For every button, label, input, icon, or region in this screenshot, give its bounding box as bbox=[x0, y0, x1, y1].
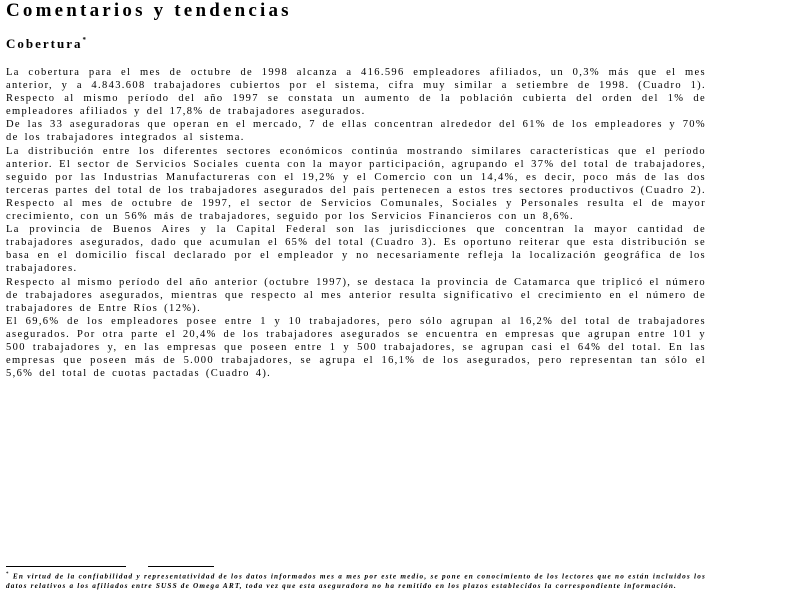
paragraph-provinces: La provincia de Buenos Aires y la Capital Federal son las jurisdicciones que concentran la mayor cantidad de trabajadores asegurados, dado que acumulan el 65% del total (Cuadro 3). Es oportuno reiterar que esta distribución se basa en el domicilio fiscal declarado por el empleador y no necesariamente refleja la localización geográfica de los trabajadores. bbox=[6, 224, 706, 275]
section-heading-text: Cobertura bbox=[6, 36, 83, 51]
footnote-note-marker: * bbox=[6, 572, 10, 577]
footnote-divider-short bbox=[148, 566, 214, 567]
paragraph-sectors: La distribución entre los diferentes sectores económicos continúa mostrando similares características que el período anterior. El sector de Servicios Sociales cuenta con la mayor participación, agrupando el 37% del total de trabajadores, seguido por las Industrias Manufactureras con el 19,2% y el Comercio con un 14,4%, es decir, poco más de las dos terceras partes del total de los trabajadores asegurados del país pertenecen a estos tres sectores productivos (Cuadro 2). Respecto al mes de octubre de 1997, el sector de Servicios Comunales, Sociales y Personales resulta el de mayor crecimiento, con un 56% más de trabajadores, seguido por los Servicios Financieros con un 8,6%. bbox=[6, 145, 706, 223]
footnote-marker: * bbox=[82, 36, 86, 44]
paragraph-comparison: Respecto al mismo período del año anterior (octubre 1997), se destaca la provincia de Catamarca que triplicó el número de trabajadores asegurados, mientras que respecto al mes anterior resulta significativo el crecimiento en el número de trabajadores de Entre Ríos (12%). bbox=[6, 276, 706, 314]
page-title: Comentarios y tendencias bbox=[6, 0, 292, 21]
footnote-text: En virtud de la confiabilidad y representatividad de los datos informados mes a mes por este medio, se pone en conocimiento de los lectores que no están incluidos los datos relativos a los afiliados entre SUSS de Omega ART, toda vez que esta aseguradora no ha remitido en los plazos establecidos la correspondiente información. bbox=[6, 572, 706, 590]
paragraph-company-size: El 69,6% de los empleadores posee entre 1 y 10 trabajadores, pero sólo agrupan al 16,2% del total de trabajadores asegurados. Por otra parte el 20,4% de los trabajadores asegurados se encuentra en empresas que agrupan entre 101 y 500 trabajadores y, en las empresas que poseen entre 1 y 500 trabajadores, se agrupan casi el 64% del total. En las empresas que poseen más de 5.000 trabajadores, se agrupa el 16,1% de los asegurados, pero representan tan sólo el 5,6% del total de cuotas pactadas (Cuadro 4). bbox=[6, 315, 706, 380]
paragraph-insurers: De las 33 aseguradoras que operan en el mercado, 7 de ellas concentran alrededor del 61% de los empleadores y 70% de los trabajadores integrados al sistema. bbox=[6, 119, 706, 144]
footnote bbox=[6, 570, 706, 591]
body-text bbox=[6, 66, 706, 380]
paragraph-coverage: La cobertura para el mes de octubre de 1998 alcanza a 416.596 empleadores afiliados, un 0,3% más que el mes anterior, y a 4.843.608 trabajadores cubiertos por el sistema, cifra muy similar a setiembre de 1998. (Cuadro 1). Respecto al mismo período del año 1997 se constata un aumento de la población cubierta del orden del 1% de empleadores afiliados y del 17,8% de trabajadores asegurados. bbox=[6, 67, 706, 118]
footnote-divider bbox=[6, 566, 126, 567]
section-heading bbox=[6, 36, 86, 52]
